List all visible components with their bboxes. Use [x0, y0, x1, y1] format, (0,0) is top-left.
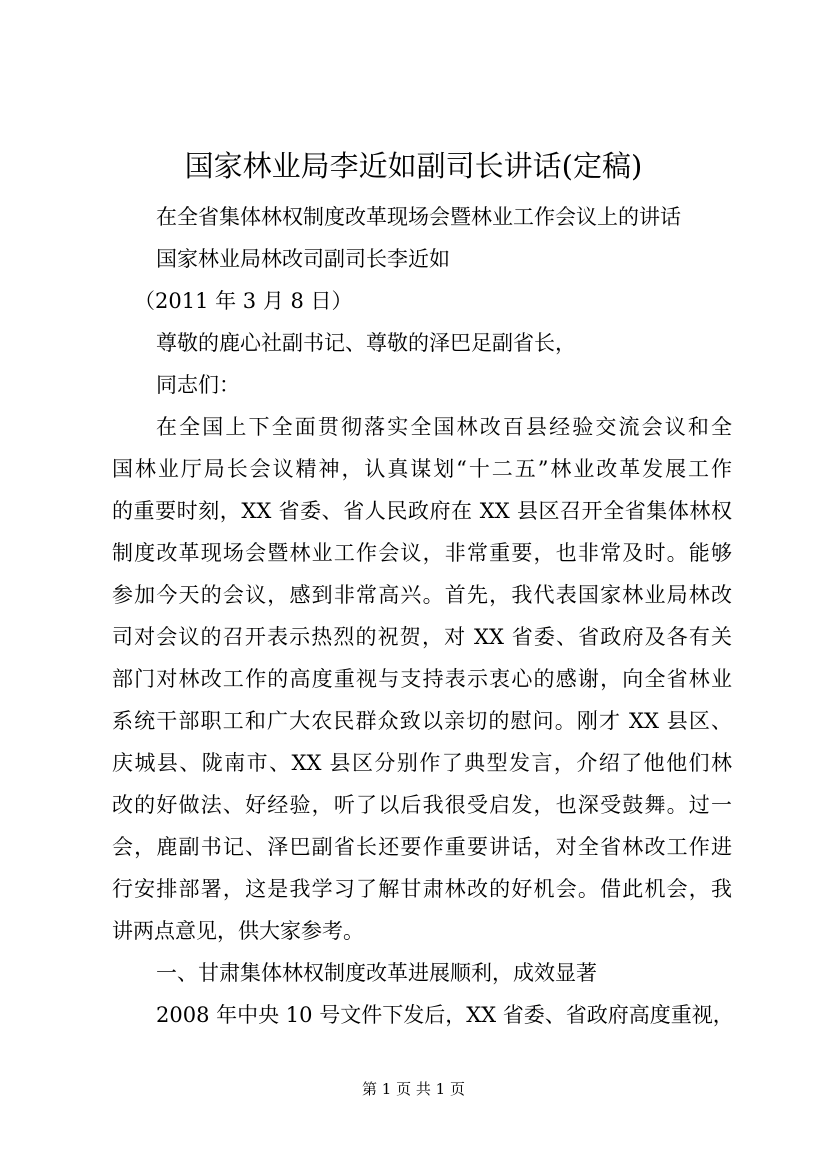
speech-date: （2011 年 3 月 8 日）	[134, 289, 353, 313]
document-title: 国家林业局李近如副司长讲话(定稿)	[184, 149, 643, 183]
paragraph-line: 会，鹿副书记、泽巴副省长还要作重要讲话，对全省林改工作进	[112, 835, 732, 859]
salutation: 尊敬的鹿心社副书记、尊敬的泽巴足副省长，	[156, 331, 576, 355]
speech-occasion: 在全省集体林权制度改革现场会暨林业工作会议上的讲话	[156, 205, 681, 229]
paragraph-line: 系统干部职工和广大农民群众致以亲切的慰问。刚才 XX 县区、	[112, 709, 732, 733]
speaker-line: 国家林业局林改司副司长李近如	[156, 247, 450, 271]
section-heading: 一、甘肃集体林权制度改革进展顺利，成效显著	[156, 961, 597, 985]
page-footer: 第 1 页 共 1 页	[362, 1080, 465, 1098]
paragraph-line: 司对会议的召开表示热烈的祝贺，对 XX 省委、省政府及各有关	[112, 625, 732, 649]
paragraph-line: 国林业厅局长会议精神，认真谋划“十二五”林业改革发展工作	[112, 457, 732, 481]
paragraph-line: 讲两点意见，供大家参考。	[112, 919, 364, 943]
paragraph-line: 庆城县、陇南市、XX 县区分别作了典型发言，介绍了他他们林	[112, 751, 732, 775]
paragraph-line: 参加今天的会议，感到非常高兴。首先，我代表国家林业局林改	[112, 583, 732, 607]
paragraph-line: 部门对林改工作的高度重视与支持表示衷心的感谢，向全省林业	[112, 667, 732, 691]
document-body	[112, 196, 732, 1036]
paragraph-line: 的重要时刻，XX 省委、省人民政府在 XX 县区召开全省集体林权	[112, 499, 732, 523]
paragraph-line: 2008 年中央 10 号文件下发后，XX 省委、省政府高度重视，	[156, 1003, 734, 1027]
paragraph-line: 在全国上下全面贯彻落实全国林改百县经验交流会议和全	[156, 415, 732, 439]
paragraph-line: 行安排部署，这是我学习了解甘肃林改的好机会。借此机会，我	[112, 877, 732, 901]
paragraph-line: 改的好做法、好经验，听了以后我很受启发，也深受鼓舞。过一	[112, 793, 732, 817]
paragraph-line: 制度改革现场会暨林业工作会议，非常重要，也非常及时。能够	[112, 541, 732, 565]
salutation-comrades: 同志们：	[156, 373, 240, 397]
